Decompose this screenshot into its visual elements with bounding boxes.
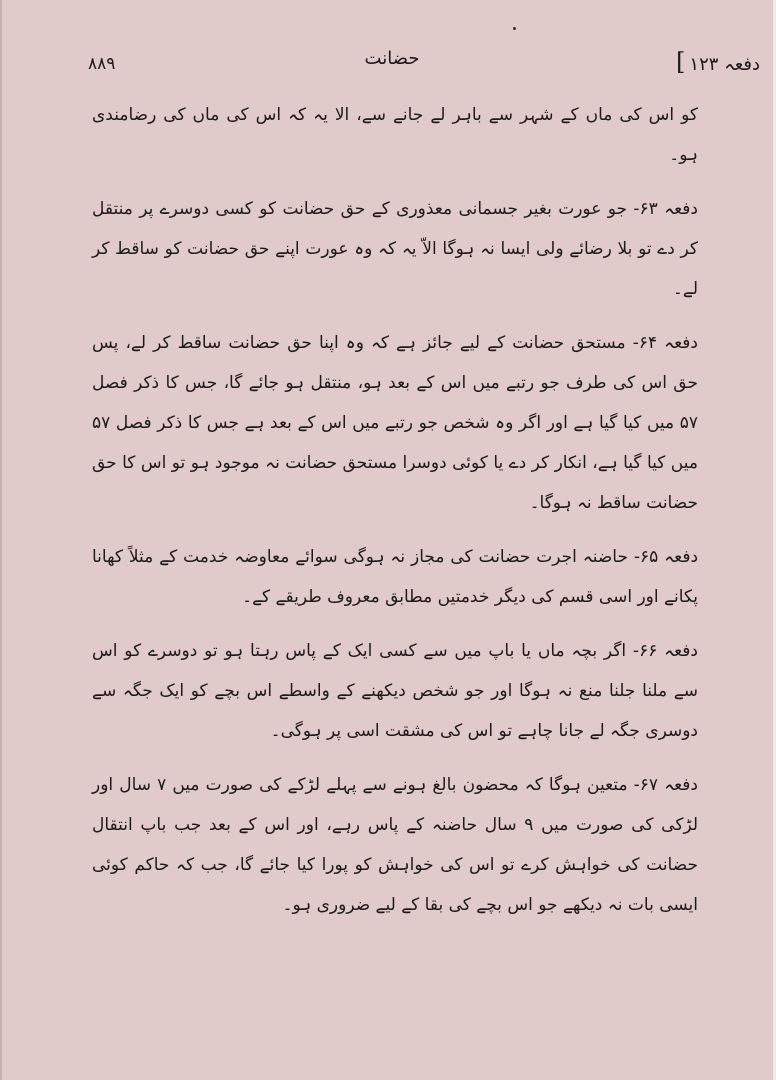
page-header [2, 44, 776, 84]
bracket-mark: ] [676, 48, 686, 76]
print-dot [513, 27, 516, 30]
paragraph-section-66: دفعہ ۶۶- اگر بچہ ماں یا باپ میں سے کسی ایک کے پاس رہتا ہو تو دوسرے کو اس سے ملنا جلنا منع نہ ہوگا اور جو شخص دیکھنے کے واسطے اس بچے کو ایک جگہ سے دوسری جگہ لے جانا چاہے تو اس کی مشقت اسی پر ہوگی۔ [92, 641, 698, 741]
paragraph-section-65: دفعہ ۶۵- حاضنہ اجرت حضانت کی مجاز نہ ہوگی سوائے معاوضہ خدمت کے مثلاً کھانا پکانے اور اسی قسم کی دیگر خدمتیں مطابق معروف طریقے کے۔ [92, 547, 699, 607]
paragraph-continuation: کو اس کی ماں کے شہر سے باہر لے جانے سے، الا یہ کہ اس کی ماں کی رضامندی ہو۔ [92, 105, 698, 165]
section-reference-text: دفعہ ۱۲۳ [689, 54, 760, 75]
section-reference [676, 48, 760, 76]
page-number: ۸۸۹ [88, 54, 116, 74]
page-body [92, 95, 698, 939]
paragraph-section-67: دفعہ ۶۷- متعین ہوگا کہ محضون بالغ ہونے سے پہلے لڑکے کی صورت میں ۷ سال اور لڑکی کی صورت میں ۹ سال حاضنہ کے پاس رہے، اور اس کے بعد جب باپ انتقال حضانت کی خواہش کرے تو اس کی خواہش کو پورا کیا جائے گا، جب کہ حاکم کوئی ایسی بات نہ دیکھے جو اس بچے کی بقا کے لیے ضروری ہو۔ [92, 775, 698, 915]
paragraph-section-63: دفعہ ۶۳- جو عورت بغیر جسمانی معذوری کے حق حضانت کو کسی دوسرے پر منتقل کر دے تو بلا رضائے ولی ایسا نہ ہوگا الاّ یہ کہ وہ عورت اپنے حق حضانت کو ساقط کر لے۔ [92, 199, 699, 299]
running-title: حضانت [364, 48, 420, 69]
paragraph-section-64: دفعہ ۶۴- مستحق حضانت کے لیے جائز ہے کہ وہ اپنا حق حضانت ساقط کر لے، پس حق اس کی طرف جو رتبے میں اس کے بعد ہو، منتقل ہو جائے گا، جس کا ذکر فصل ۵۷ میں کیا گیا ہے اور اگر وہ شخص جو رتبے میں اس کے بعد ہے جس کا ذکر فصل ۵۷ میں کیا گیا ہے، انکار کر دے یا کوئی دوسرا مستحق حضانت نہ موجود ہو تو اس کا حق حضانت ساقط نہ ہوگا۔ [92, 333, 699, 513]
